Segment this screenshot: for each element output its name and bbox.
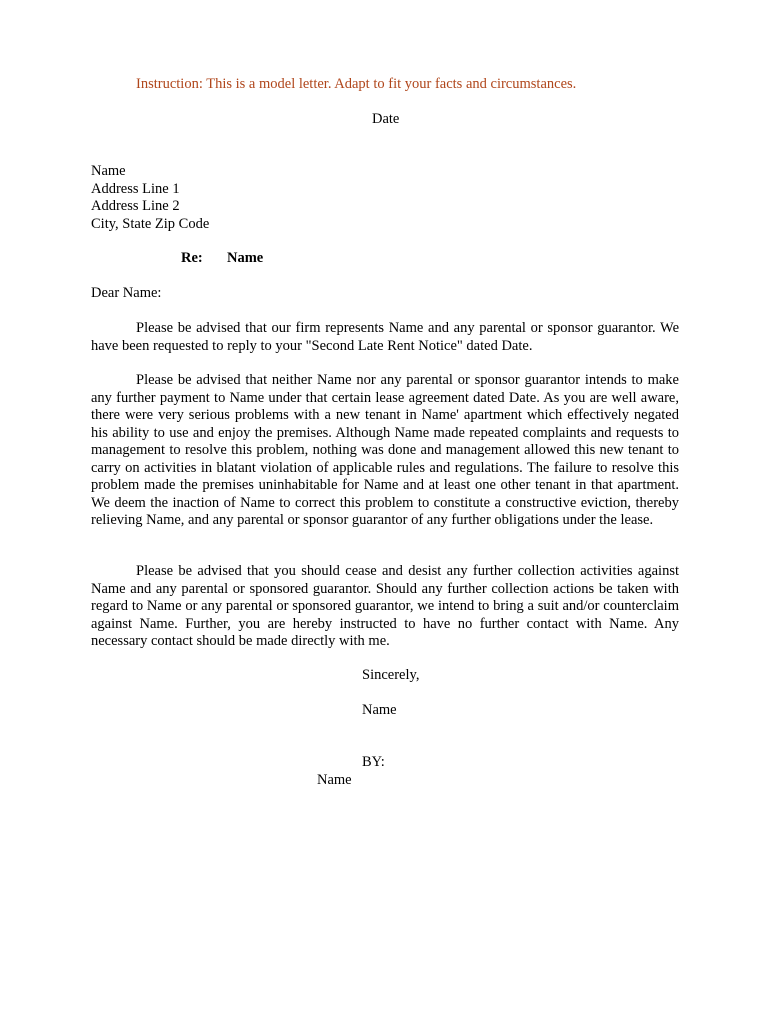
re-label: Re: <box>181 250 203 266</box>
instruction-note: Instruction: This is a model letter. Adapt to fit your facts and circumstances. <box>136 76 577 92</box>
recipient-address-block <box>91 163 209 233</box>
body-paragraph-2: Please be advised that neither Name nor any parental or sponsor guarantor intends to make any further payment to Name under that certain lease agreement dated Date. As you are well aware, there were very serious problems with a new tenant in Name' apartment which effectively negated his ability to use and enjoy the premises. Although Name made repeated complaints and requests to management to resolve this problem, nothing was done and management allowed this new tenant to carry on activities in blatant violation of applicable rules and regulations. The failure to resolve this problem made the premises uninhabitable for Name and at least one other tenant in that apartment. We deem the inaction of Name to correct this problem to constitute a constructive eviction, thereby relieving Name, and any parental or sponsor guarantor of any further obligations under the lease. <box>91 372 679 528</box>
letter-date: Date <box>372 111 400 127</box>
by-label: BY: <box>362 754 385 770</box>
signature-name: Name <box>362 702 397 718</box>
salutation: Dear Name: <box>91 285 162 301</box>
closing: Sincerely, <box>362 667 420 683</box>
body-paragraph-3: Please be advised that you should cease and desist any further collection activities against Name and any parental or sponsored guarantor. Should any further collection actions be taken with regard to Name or any parental or sponsored guarantor, we intend to bring a suit and/or counterclaim against Name. Further, you are hereby instructed to have no further contact with Name. Any necessary contact should be made directly with me. <box>91 563 679 649</box>
address-line-1: Address Line 1 <box>91 180 180 197</box>
by-name: Name <box>317 772 352 788</box>
recipient-name: Name <box>91 163 126 179</box>
re-subject-name: Name <box>227 250 264 266</box>
city-state-zip: City, State Zip Code <box>91 215 210 232</box>
address-line-2: Address Line 2 <box>91 198 180 214</box>
body-paragraph-1: Please be advised that our firm represents Name and any parental or sponsor guarantor. We have been requested to reply to your "Second Late Rent Notice" dated Date. <box>91 320 679 354</box>
